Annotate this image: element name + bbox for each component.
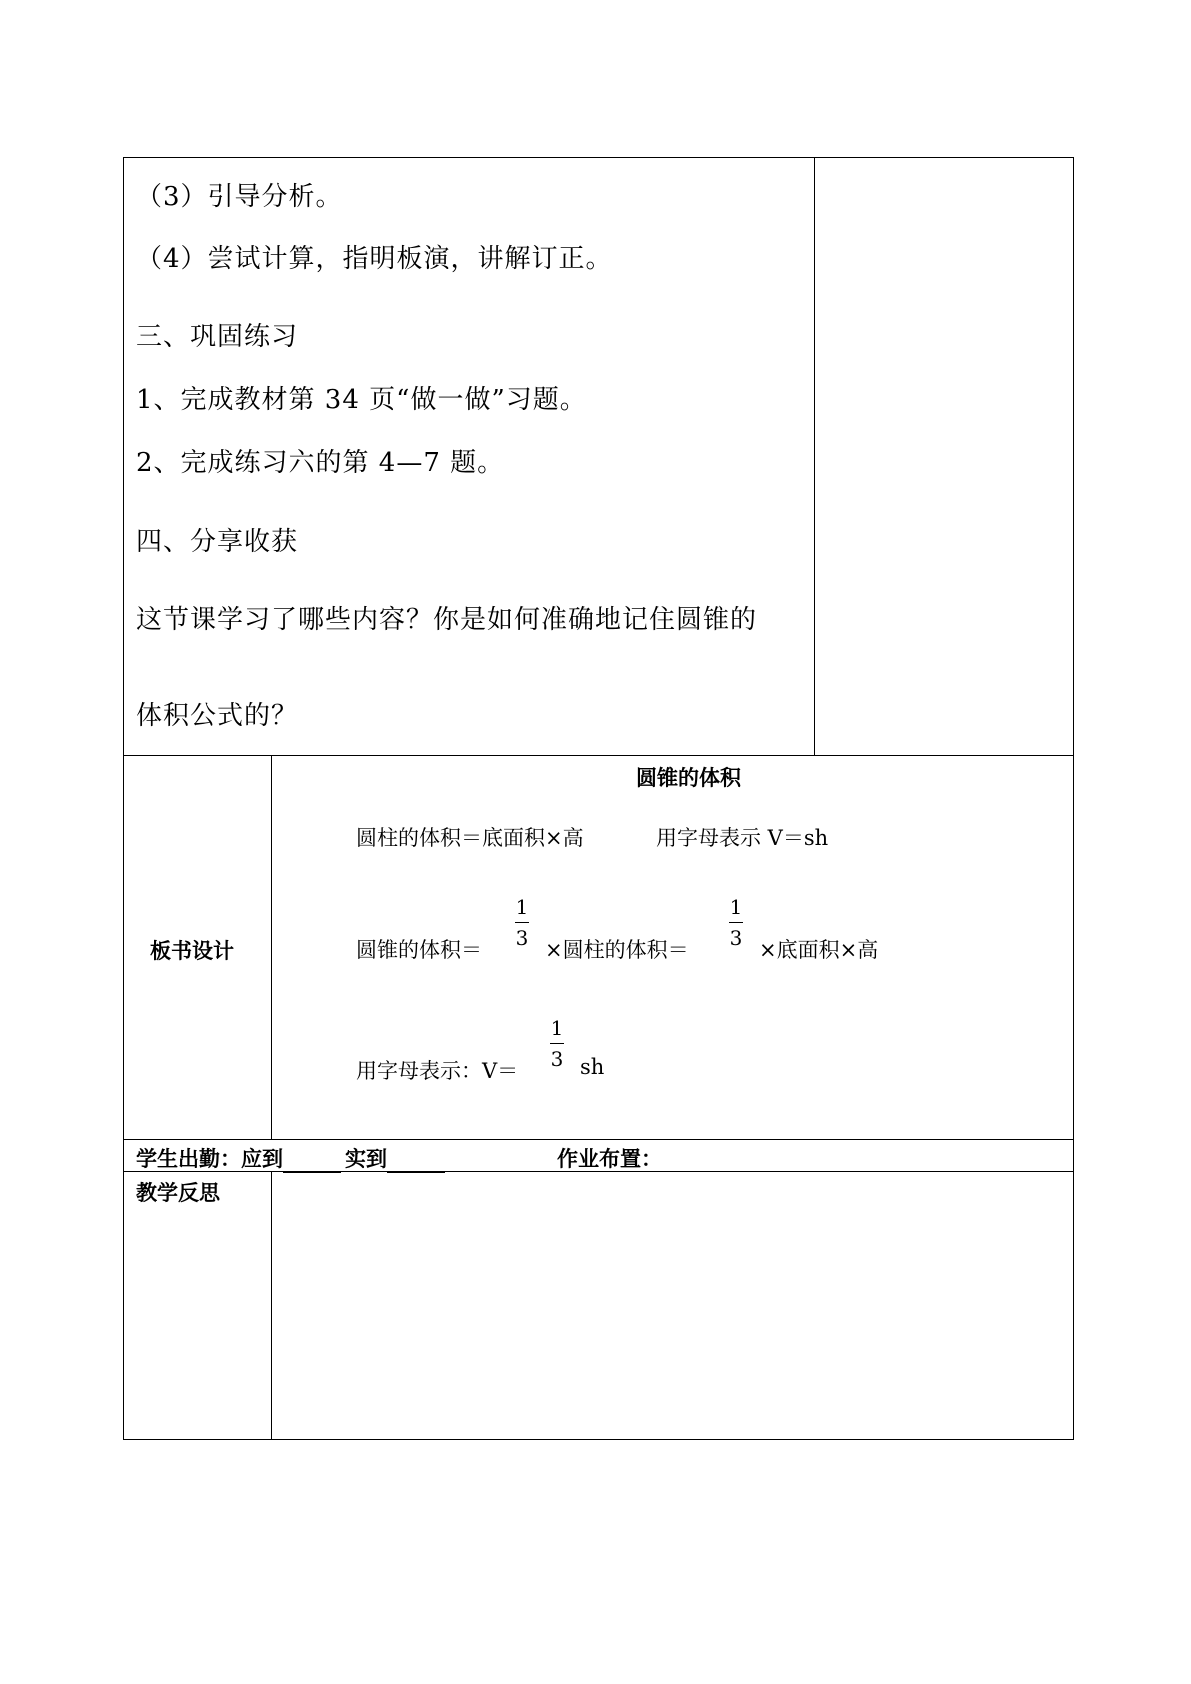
expected-count-blank[interactable] xyxy=(283,1150,341,1173)
table-bottom-border xyxy=(123,1439,1074,1440)
cylinder-volume-formula: 圆柱的体积＝底面积×高 xyxy=(356,826,584,850)
fraction-denominator: 3 xyxy=(729,926,743,950)
row-divider-2 xyxy=(123,1139,1074,1140)
process-line: 体积公式的？ xyxy=(136,701,299,731)
process-line: 这节课学习了哪些内容？你是如何准确地记住圆锥的 xyxy=(136,605,758,635)
attendance-row xyxy=(136,1143,445,1173)
section-heading: 四、分享收获 xyxy=(136,527,299,557)
cone-volume-formula-end: ×底面积×高 xyxy=(759,938,879,962)
fraction-one-third xyxy=(727,897,745,948)
table-left-border xyxy=(123,157,124,1440)
process-line: （4）尝试计算，指明板演，讲解订正。 xyxy=(136,244,613,274)
process-line: （3）引导分析。 xyxy=(136,182,343,212)
reflection-label: 教学反思 xyxy=(136,1181,220,1205)
cone-letter-formula-start: 用字母表示：V＝ xyxy=(356,1059,519,1083)
fraction-bar xyxy=(729,922,743,923)
board-label-divider xyxy=(271,755,272,1140)
fraction-one-third xyxy=(513,897,531,948)
table-right-border xyxy=(1073,157,1074,1440)
fraction-bar xyxy=(515,922,529,923)
fraction-denominator: 3 xyxy=(515,926,529,950)
section-heading: 三、巩固练习 xyxy=(136,322,299,352)
reflection-content-area[interactable] xyxy=(272,1172,1073,1439)
table-top-border xyxy=(123,157,1074,158)
board-design-label: 板书设计 xyxy=(150,939,234,963)
process-line: 1、完成教材第 34 页“做一做”习题。 xyxy=(136,385,587,415)
cone-letter-formula-end: sh xyxy=(580,1055,605,1079)
row-divider-1 xyxy=(123,755,1074,756)
homework-label: 作业布置： xyxy=(557,1147,662,1171)
cone-volume-formula-middle: ×圆柱的体积＝ xyxy=(545,938,689,962)
cylinder-letter-formula: 用字母表示 V＝sh xyxy=(656,826,829,850)
board-title: 圆锥的体积 xyxy=(636,766,741,790)
process-line: 2、完成练习六的第 4—7 题。 xyxy=(136,448,505,478)
attendance-actual-label: 实到 xyxy=(345,1147,387,1171)
fraction-bar xyxy=(550,1043,564,1044)
actual-count-blank[interactable] xyxy=(387,1150,445,1173)
fraction-denominator: 3 xyxy=(550,1047,564,1071)
notes-column-divider xyxy=(814,157,815,756)
fraction-numerator: 1 xyxy=(515,895,529,919)
cone-volume-formula-start: 圆锥的体积＝ xyxy=(356,938,482,962)
fraction-numerator: 1 xyxy=(550,1016,564,1040)
fraction-one-third xyxy=(548,1018,566,1069)
fraction-numerator: 1 xyxy=(729,895,743,919)
attendance-expected-label: 学生出勤：应到 xyxy=(136,1147,283,1171)
